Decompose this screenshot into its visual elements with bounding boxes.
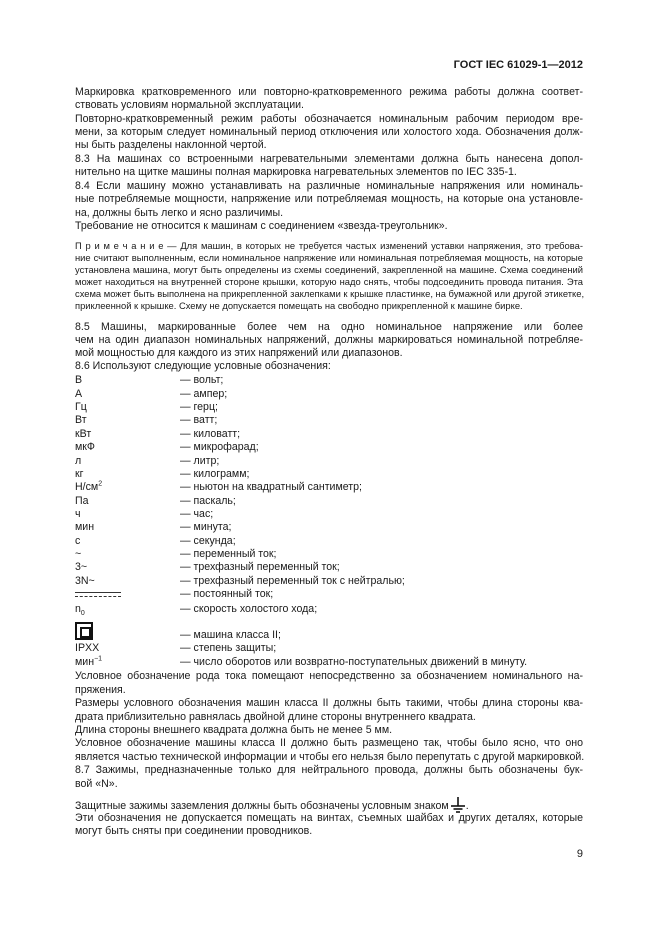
symbol-definition: — час; (180, 508, 214, 520)
text-line: ные потребляемые мощности, напряжение или потребляемая мощность, на которые она установле- (75, 193, 583, 205)
text-line: мой мощностью для каждого из этих напряжений или диапазонов. (75, 347, 403, 359)
symbol: кг (75, 468, 84, 480)
symbol: л (75, 455, 82, 467)
text-line: ны быть разделены наклонной чертой. (75, 139, 267, 151)
text-line: мени, за которым следует номинальный период отключения или холостого хода. Обозначения долж- (75, 126, 583, 138)
symbol-definition: — постоянный ток; (180, 588, 274, 600)
symbol-definition: — литр; (180, 455, 220, 467)
text-line: Длина стороны внешнего квадрата должна быть не менее 5 мм. (75, 724, 393, 736)
symbol: ~ (75, 548, 82, 560)
symbol: А (75, 388, 83, 400)
note-line: приклеенной к крышке. Схему не допускается помещать на свободно прикрепленной к машине бирке. (75, 300, 523, 311)
symbol-definition: — секунда; (180, 535, 236, 547)
note-label: П р и м е ч а н и е (75, 240, 164, 251)
symbol-definition: — скорость холостого хода; (180, 603, 318, 615)
symbol-definition: — ватт; (180, 414, 218, 426)
text-line: пряжения. (75, 684, 126, 696)
symbol-definition: — трехфазный переменный ток с нейтралью; (180, 575, 405, 587)
symbol-definition: — минута; (180, 521, 232, 533)
text-line: Размеры условного обозначения машин класса II должны быть такими, чтобы длина стороны ква- (75, 697, 583, 709)
text-line: чем на один диапазон номинальных напряжений, должны маркироваться номинальной потребляе- (75, 334, 583, 346)
symbol-definition: — киловатт; (180, 428, 241, 440)
text-line: 8.3 На машинах со встроенными нагревательными элементами должна быть нанесена допол- (75, 153, 583, 165)
symbol: мин (75, 521, 95, 533)
text-line: является частью технической информации и чтобы его нельзя было перепутать с другой маркировкой. (75, 751, 585, 763)
symbol-definition: — ампер; (180, 388, 228, 400)
symbol: мкФ (75, 441, 95, 453)
symbol: IPXX (75, 642, 100, 654)
symbol-definition: — переменный ток; (180, 548, 277, 560)
text-line: 8.5 Машины, маркированные более чем на одно номинальное напряжение или более (75, 321, 583, 333)
symbol-definition: — паскаль; (180, 495, 236, 507)
text-line: Маркировка кратковременного или повторно-кратковременного режима работы должна соответ- (75, 86, 583, 98)
note-line: П р и м е ч а н и е — Для машин, в которых не требуется частых изменений уставки напряжения, это требова- (75, 240, 583, 251)
symbol-definition: — ньютон на квадратный сантиметр; (180, 481, 362, 493)
symbol-definition: — машина класса II; (180, 629, 281, 641)
symbol: В (75, 374, 83, 386)
symbol-definition: — степень защиты; (180, 642, 277, 654)
note-line: ние считают выполненным, если номинальное напряжение или номинальная потребляемая мощность, на которые (75, 252, 583, 263)
symbol-definition: — микрофарад; (180, 441, 259, 453)
symbol: Гц (75, 401, 87, 413)
text-line: Условное обозначение машины класса II должно быть размещено так, чтобы было ясно, что оно (75, 737, 583, 749)
page-number: 9 (576, 848, 583, 860)
symbol-definition: — трехфазный переменный ток; (180, 561, 340, 573)
note-line: схема может быть выполнена на прикрепленной заклепками к крышке пластинке, на бумажной или другой этикетке, (75, 288, 585, 299)
text-line: Эти обозначения не допускается помещать на винтах, съемных шайбах и других деталях, которые (75, 812, 583, 824)
symbol: $Н/см^2$ (75, 480, 103, 493)
text-line: на, должны быть легко и ясно различимы. (75, 207, 284, 219)
text-line: ствовать условиям нормальной эксплуатации. (75, 99, 305, 111)
symbol: кВт (75, 428, 92, 440)
earth-ground-icon (450, 797, 466, 813)
text-line: Условное обозначение рода тока помещают непосредственно за обозначением номинального на- (75, 670, 583, 682)
direct-current-icon (75, 592, 121, 599)
symbol-definition: — число оборотов или возвратно-поступательных движений в минуту. (180, 656, 528, 668)
symbol: Па (75, 495, 89, 507)
symbol: 3N~ (75, 575, 95, 587)
document-header: ГОСТ IEC 61029-1—2012 (453, 59, 583, 71)
text-line: 8.6 Используют следующие условные обозначения: (75, 360, 331, 372)
class-ii-icon (75, 622, 93, 640)
text-line: Повторно-кратковременный режим работы обозначается номинальным рабочим периодом вре- (75, 113, 583, 125)
text-line: Требование не относится к машинам с соединением «звезда-треугольник». (75, 220, 448, 232)
symbol: $n_0$ (75, 603, 85, 618)
symbol-definition: — вольт; (180, 374, 224, 386)
note-line: установлена машина, могут быть определены из схемы соединений, закрепленной на машине. Схема соединений (75, 264, 583, 275)
text-line: могут быть сняты при соединении проводников. (75, 825, 313, 837)
text-line: нительно на щитке машины полная маркировка нагревательных элементов по IEC 335-1. (75, 166, 517, 178)
note-line: может находиться на внутренней стороне крышки, которую надо снять, чтобы подсоединить провода питания. Эта (75, 276, 583, 287)
text-line: драта приблизительно равнялась двойной длине стороны внутреннего квадрата. (75, 711, 476, 723)
symbol: с (75, 535, 81, 547)
text-line: 8.4 Если машину можно устанавливать на различные номинальные напряжения или номиналь- (75, 180, 583, 192)
symbol: мин$^{-1}$ (75, 655, 103, 668)
text-line: 8.7 Зажимы, предназначенные только для нейтрального провода, должны быть обозначены бук- (75, 764, 583, 776)
symbol-definition: — килограмм; (180, 468, 250, 480)
text-line: вой «N». (75, 778, 118, 790)
symbol-definition: — герц; (180, 401, 218, 413)
text-line: Защитные зажимы заземления должны быть обозначены условным знаком . (75, 797, 583, 813)
symbol: 3~ (75, 561, 88, 573)
symbol: ч (75, 508, 81, 520)
symbol: Вт (75, 414, 87, 426)
